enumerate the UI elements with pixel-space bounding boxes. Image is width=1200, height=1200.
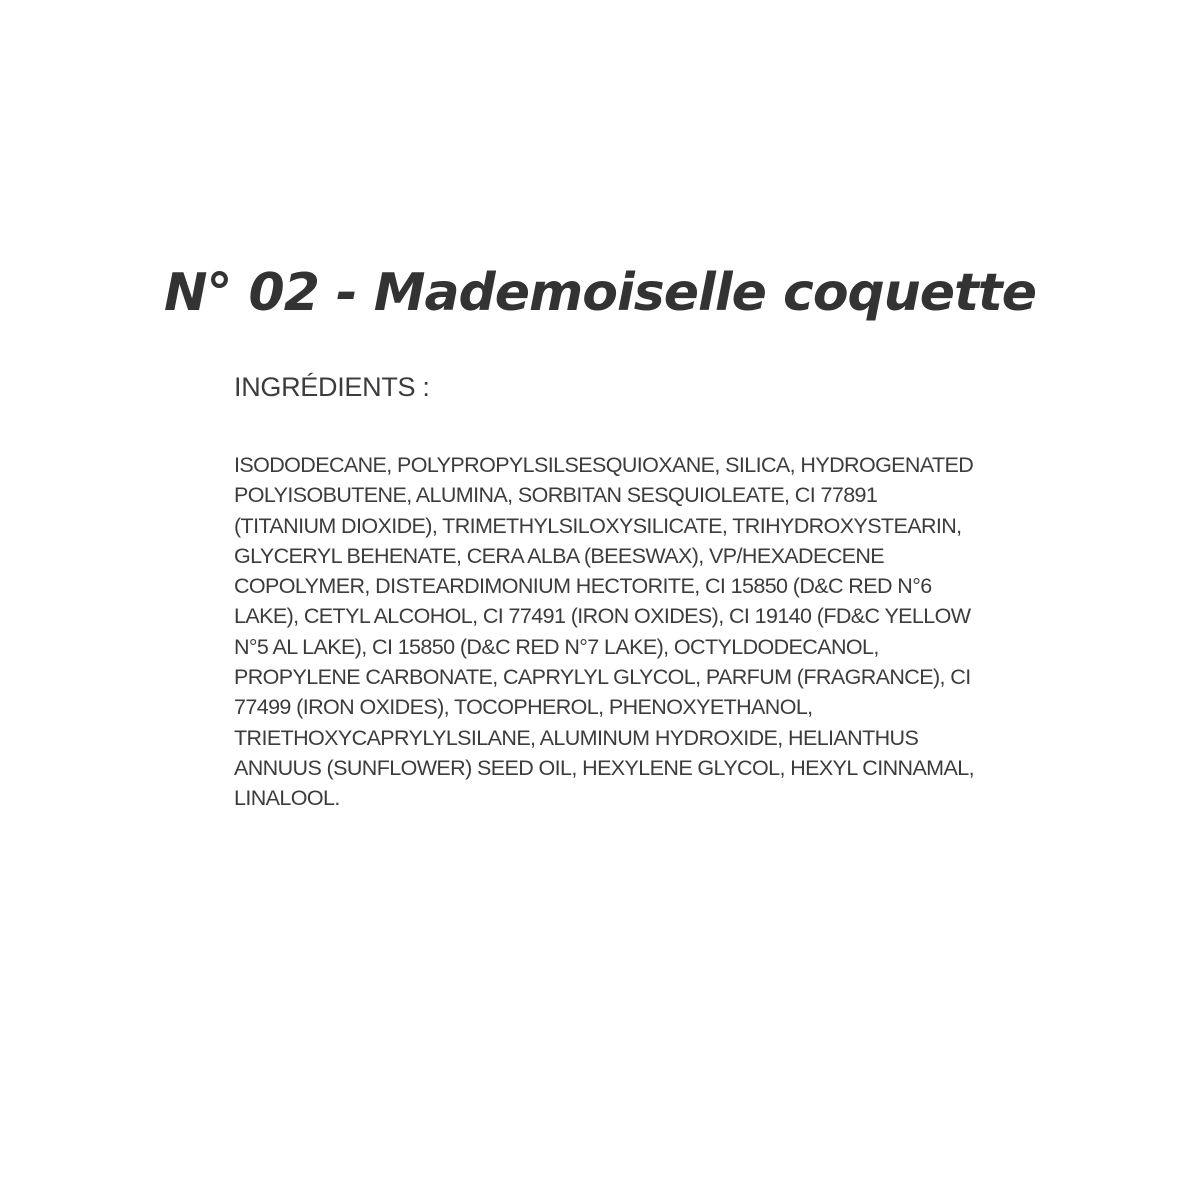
ingredients-list (234, 450, 994, 814)
ingredients-line: ANNUUS (SUNFLOWER) SEED OIL, HEXYLENE GLYCOL, HEXYL CINNAMAL, (234, 755, 974, 780)
ingredients-line: LAKE), CETYL ALCOHOL, CI 77491 (IRON OXIDES), CI 19140 (FD&C YELLOW (234, 604, 971, 629)
ingredients-line: POLYISOBUTENE, ALUMINA, SORBITAN SESQUIOLEATE, CI 77891 (234, 483, 878, 508)
ingredients-line: COPOLYMER, DISTEARDIMONIUM HECTORITE, CI 15850 (D&C RED N°6 (234, 574, 932, 599)
ingredients-line: LINALOOL. (234, 786, 340, 811)
ingredients-line: TRIETHOXYCAPRYLYLSILANE, ALUMINUM HYDROXIDE, HELIANTHUS (234, 725, 919, 750)
ingredients-line: (TITANIUM DIOXIDE), TRIMETHYLSILOXYSILICATE, TRIHYDROXYSTEARIN, (234, 513, 962, 538)
ingredients-line: N°5 AL LAKE), CI 15850 (D&C RED N°7 LAKE), OCTYLDODECANOL, (234, 634, 879, 659)
ingredients-line: PROPYLENE CARBONATE, CAPRYLYL GLYCOL, PARFUM (FRAGRANCE), CI (234, 665, 971, 690)
ingredients-line: 77499 (IRON OXIDES), TOCOPHEROL, PHENOXYETHANOL, (234, 695, 813, 720)
ingredients-line: ISODODECANE, POLYPROPYLSILSESQUIOXANE, SILICA, HYDROGENATED (234, 453, 974, 477)
ingredients-heading: INGRÉDIENTS : (234, 372, 430, 402)
page-title: N° 02 - Mademoiselle coquette (163, 262, 1037, 323)
ingredients-line: GLYCERYL BEHENATE, CERA ALBA (BEESWAX), VP/HEXADECENE (234, 543, 885, 568)
